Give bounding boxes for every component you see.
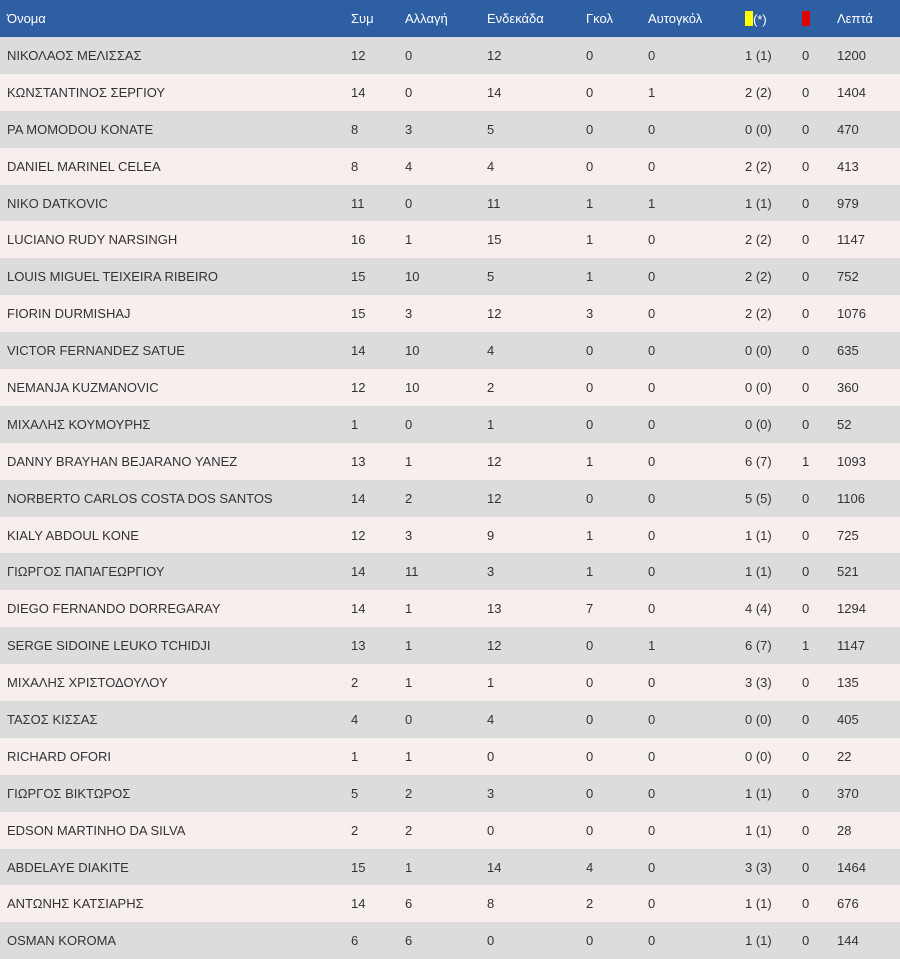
cell-red-cards: 0 bbox=[802, 859, 810, 875]
table-row bbox=[0, 812, 900, 849]
cell-sub: 0 bbox=[405, 195, 413, 211]
cell-minutes: 370 bbox=[837, 785, 859, 801]
cell-name[interactable]: ΑΝΤΩΝΗΣ ΚΑΤΣΙΑΡΗΣ bbox=[7, 896, 144, 912]
cell-apps: 13 bbox=[351, 453, 366, 469]
cell-own-goals: 0 bbox=[648, 490, 656, 506]
cell-name[interactable]: ΚΩΝΣΤΑΝΤΙΝΟΣ ΣΕΡΓΙΟΥ bbox=[7, 84, 166, 100]
cell-goals: 7 bbox=[586, 601, 594, 617]
cell-yellow-cards: 5 (5) bbox=[745, 490, 772, 506]
cell-goals: 1 bbox=[586, 269, 594, 285]
cell-goals: 0 bbox=[586, 785, 594, 801]
cell-red-cards: 0 bbox=[802, 232, 810, 248]
cell-sub: 2 bbox=[405, 785, 413, 801]
cell-red-cards: 0 bbox=[802, 675, 810, 691]
cell-starts: 0 bbox=[487, 822, 495, 838]
yellow-card-icon bbox=[745, 11, 753, 26]
cell-own-goals: 0 bbox=[648, 379, 656, 395]
cell-goals: 0 bbox=[586, 121, 594, 137]
cell-minutes: 1464 bbox=[837, 859, 866, 875]
cell-goals: 0 bbox=[586, 158, 594, 174]
cell-name[interactable]: ΓΙΩΡΓΟΣ ΒΙΚΤΩΡΟΣ bbox=[7, 785, 131, 801]
cell-minutes: 752 bbox=[837, 269, 859, 285]
cell-starts: 1 bbox=[487, 675, 495, 691]
table-row bbox=[0, 480, 900, 517]
cell-minutes: 360 bbox=[837, 379, 859, 395]
cell-red-cards: 0 bbox=[802, 306, 810, 322]
cell-red-cards: 1 bbox=[802, 638, 810, 654]
cell-red-cards: 0 bbox=[802, 527, 810, 543]
table-body bbox=[0, 37, 900, 959]
cell-own-goals: 0 bbox=[648, 306, 656, 322]
header-sub[interactable]: Αλλαγή bbox=[405, 11, 448, 26]
cell-name[interactable]: SERGE SIDOINE LEUKO TCHIDJI bbox=[7, 638, 211, 654]
cell-apps: 14 bbox=[351, 84, 366, 100]
cell-sub: 2 bbox=[405, 490, 413, 506]
cell-yellow-cards: 1 (1) bbox=[745, 564, 772, 580]
cell-own-goals: 0 bbox=[648, 785, 656, 801]
cell-starts: 3 bbox=[487, 785, 495, 801]
cell-apps: 14 bbox=[351, 343, 366, 359]
cell-minutes: 413 bbox=[837, 158, 859, 174]
cell-apps: 13 bbox=[351, 638, 366, 654]
cell-red-cards: 0 bbox=[802, 269, 810, 285]
cell-yellow-cards: 1 (1) bbox=[745, 527, 772, 543]
cell-own-goals: 0 bbox=[648, 601, 656, 617]
cell-red-cards: 0 bbox=[802, 601, 810, 617]
cell-minutes: 22 bbox=[837, 748, 852, 764]
cell-yellow-cards: 1 (1) bbox=[745, 896, 772, 912]
cell-starts: 0 bbox=[487, 748, 495, 764]
cell-minutes: 1294 bbox=[837, 601, 866, 617]
cell-yellow-cards: 2 (2) bbox=[745, 306, 772, 322]
cell-apps: 8 bbox=[351, 121, 359, 137]
cell-goals: 0 bbox=[586, 675, 594, 691]
cell-starts: 5 bbox=[487, 121, 495, 137]
cell-red-cards: 0 bbox=[802, 933, 810, 949]
cell-red-cards: 0 bbox=[802, 822, 810, 838]
cell-apps: 14 bbox=[351, 564, 366, 580]
cell-red-cards: 1 bbox=[802, 453, 810, 469]
header-own-goals[interactable]: Αυτογκόλ bbox=[648, 11, 703, 26]
cell-goals: 0 bbox=[586, 711, 594, 727]
cell-red-cards: 0 bbox=[802, 47, 810, 63]
cell-sub: 1 bbox=[405, 601, 413, 617]
table-row bbox=[0, 738, 900, 775]
cell-own-goals: 1 bbox=[648, 84, 656, 100]
cell-minutes: 979 bbox=[837, 195, 859, 211]
cell-goals: 1 bbox=[586, 527, 594, 543]
cell-starts: 9 bbox=[487, 527, 495, 543]
cell-minutes: 405 bbox=[837, 711, 859, 727]
cell-yellow-cards: 0 (0) bbox=[745, 711, 772, 727]
cell-apps: 1 bbox=[351, 748, 359, 764]
cell-sub: 1 bbox=[405, 638, 413, 654]
cell-apps: 12 bbox=[351, 47, 366, 63]
cell-sub: 3 bbox=[405, 121, 413, 137]
table-row bbox=[0, 553, 900, 590]
cell-sub: 6 bbox=[405, 896, 413, 912]
cell-apps: 14 bbox=[351, 490, 366, 506]
cell-red-cards: 0 bbox=[802, 564, 810, 580]
cell-goals: 1 bbox=[586, 195, 594, 211]
table-row bbox=[0, 369, 900, 406]
cell-sub: 2 bbox=[405, 822, 413, 838]
cell-sub: 0 bbox=[405, 711, 413, 727]
cell-own-goals: 0 bbox=[648, 933, 656, 949]
table-row bbox=[0, 111, 900, 148]
cell-starts: 12 bbox=[487, 490, 502, 506]
cell-yellow-cards: 2 (2) bbox=[745, 84, 772, 100]
cell-apps: 12 bbox=[351, 379, 366, 395]
cell-name[interactable]: NEMANJA KUZMANOVIC bbox=[7, 379, 159, 395]
cell-own-goals: 1 bbox=[648, 195, 656, 211]
table-row bbox=[0, 701, 900, 738]
cell-sub: 1 bbox=[405, 453, 413, 469]
cell-apps: 5 bbox=[351, 785, 359, 801]
cell-name[interactable]: DANNY BRAYHAN BEJARANO YANEZ bbox=[7, 453, 238, 469]
table-header-row bbox=[0, 0, 900, 37]
cell-apps: 1 bbox=[351, 416, 359, 432]
cell-yellow-cards: 0 (0) bbox=[745, 121, 772, 137]
cell-goals: 0 bbox=[586, 933, 594, 949]
table-row bbox=[0, 37, 900, 74]
cell-goals: 0 bbox=[586, 379, 594, 395]
cell-minutes: 521 bbox=[837, 564, 859, 580]
table-row bbox=[0, 627, 900, 664]
cell-minutes: 1106 bbox=[837, 490, 865, 506]
cell-sub: 10 bbox=[405, 343, 420, 359]
cell-starts: 2 bbox=[487, 379, 495, 395]
cell-sub: 1 bbox=[405, 675, 413, 691]
cell-yellow-cards: 3 (3) bbox=[745, 675, 772, 691]
cell-goals: 0 bbox=[586, 343, 594, 359]
header-yellow-suffix: (*) bbox=[753, 11, 767, 27]
cell-own-goals: 0 bbox=[648, 748, 656, 764]
cell-own-goals: 0 bbox=[648, 232, 656, 248]
cell-goals: 0 bbox=[586, 748, 594, 764]
cell-minutes: 1147 bbox=[837, 232, 865, 248]
cell-name[interactable]: EDSON MARTINHO DA SILVA bbox=[7, 822, 186, 838]
cell-apps: 2 bbox=[351, 822, 359, 838]
cell-name[interactable]: ΜΙΧΑΛΗΣ ΧΡΙΣΤΟΔΟΥΛΟΥ bbox=[7, 675, 168, 691]
table-row bbox=[0, 517, 900, 554]
table-row bbox=[0, 443, 900, 480]
table-row bbox=[0, 148, 900, 185]
cell-own-goals: 0 bbox=[648, 158, 656, 174]
cell-minutes: 1076 bbox=[837, 306, 866, 322]
cell-starts: 3 bbox=[487, 564, 495, 580]
cell-yellow-cards: 3 (3) bbox=[745, 859, 772, 875]
cell-red-cards: 0 bbox=[802, 158, 810, 174]
cell-red-cards: 0 bbox=[802, 343, 810, 359]
cell-sub: 6 bbox=[405, 933, 413, 949]
cell-minutes: 52 bbox=[837, 416, 852, 432]
cell-yellow-cards: 2 (2) bbox=[745, 158, 772, 174]
cell-goals: 3 bbox=[586, 306, 594, 322]
cell-apps: 12 bbox=[351, 527, 366, 543]
cell-name[interactable]: ΓΙΩΡΓΟΣ ΠΑΠΑΓΕΩΡΓΙΟΥ bbox=[7, 564, 165, 580]
cell-own-goals: 0 bbox=[648, 416, 656, 432]
cell-red-cards: 0 bbox=[802, 379, 810, 395]
cell-own-goals: 0 bbox=[648, 822, 656, 838]
cell-name[interactable]: NIKO DATKOVIC bbox=[7, 195, 108, 211]
table-row bbox=[0, 74, 900, 111]
cell-minutes: 1147 bbox=[837, 638, 865, 654]
cell-minutes: 144 bbox=[837, 933, 859, 949]
cell-sub: 3 bbox=[405, 306, 413, 322]
cell-yellow-cards: 2 (2) bbox=[745, 232, 772, 248]
cell-starts: 8 bbox=[487, 896, 495, 912]
cell-starts: 12 bbox=[487, 638, 502, 654]
cell-minutes: 1200 bbox=[837, 47, 866, 63]
table-row bbox=[0, 258, 900, 295]
cell-name[interactable]: DIEGO FERNANDO DORREGARAY bbox=[7, 601, 221, 617]
header-starts[interactable]: Ενδεκάδα bbox=[487, 11, 544, 26]
cell-name[interactable]: ΜΙΧΑΛΗΣ ΚΟΥΜΟΥΡΗΣ bbox=[7, 416, 151, 432]
cell-yellow-cards: 0 (0) bbox=[745, 416, 772, 432]
table-row bbox=[0, 406, 900, 443]
cell-starts: 4 bbox=[487, 343, 495, 359]
cell-apps: 6 bbox=[351, 933, 359, 949]
cell-minutes: 676 bbox=[837, 896, 859, 912]
cell-name[interactable]: KIALY ABDOUL KONE bbox=[7, 527, 139, 543]
cell-sub: 11 bbox=[405, 564, 419, 580]
cell-starts: 5 bbox=[487, 269, 495, 285]
cell-name[interactable]: LUCIANO RUDY NARSINGH bbox=[7, 232, 178, 248]
cell-apps: 15 bbox=[351, 306, 366, 322]
table-row bbox=[0, 590, 900, 627]
cell-starts: 1 bbox=[487, 416, 495, 432]
cell-goals: 0 bbox=[586, 84, 594, 100]
cell-apps: 14 bbox=[351, 601, 366, 617]
cell-sub: 0 bbox=[405, 47, 413, 63]
table-row bbox=[0, 332, 900, 369]
cell-minutes: 635 bbox=[837, 343, 859, 359]
cell-red-cards: 0 bbox=[802, 490, 810, 506]
cell-red-cards: 0 bbox=[802, 785, 810, 801]
cell-goals: 0 bbox=[586, 416, 594, 432]
cell-apps: 8 bbox=[351, 158, 359, 174]
cell-name[interactable]: VICTOR FERNANDEZ SATUE bbox=[7, 343, 185, 359]
table-row bbox=[0, 775, 900, 812]
cell-yellow-cards: 4 (4) bbox=[745, 601, 772, 617]
cell-name[interactable]: ABDELAYE DIAKITE bbox=[7, 859, 129, 875]
cell-goals: 0 bbox=[586, 822, 594, 838]
cell-minutes: 135 bbox=[837, 675, 859, 691]
cell-sub: 10 bbox=[405, 269, 420, 285]
cell-starts: 11 bbox=[487, 195, 501, 211]
cell-sub: 0 bbox=[405, 416, 413, 432]
cell-goals: 1 bbox=[586, 564, 594, 580]
cell-yellow-cards: 6 (7) bbox=[745, 638, 772, 654]
cell-starts: 12 bbox=[487, 47, 502, 63]
cell-minutes: 1093 bbox=[837, 453, 866, 469]
cell-apps: 2 bbox=[351, 675, 359, 691]
table-row bbox=[0, 185, 900, 222]
table-row bbox=[0, 664, 900, 701]
cell-red-cards: 0 bbox=[802, 84, 810, 100]
cell-minutes: 1404 bbox=[837, 84, 866, 100]
cell-own-goals: 0 bbox=[648, 121, 656, 137]
header-name[interactable]: Όνομα bbox=[7, 11, 46, 26]
cell-yellow-cards: 2 (2) bbox=[745, 269, 772, 285]
header-minutes[interactable]: Λεπτά bbox=[837, 11, 873, 26]
cell-yellow-cards: 1 (1) bbox=[745, 47, 772, 63]
cell-sub: 1 bbox=[405, 748, 413, 764]
cell-red-cards: 0 bbox=[802, 121, 810, 137]
cell-sub: 1 bbox=[405, 232, 413, 248]
cell-yellow-cards: 1 (1) bbox=[745, 822, 772, 838]
cell-sub: 0 bbox=[405, 84, 413, 100]
cell-name[interactable]: PA MOMODOU KONATE bbox=[7, 121, 154, 137]
header-yellow-cards[interactable] bbox=[745, 0, 802, 37]
cell-starts: 12 bbox=[487, 306, 502, 322]
cell-starts: 14 bbox=[487, 84, 502, 100]
cell-apps: 15 bbox=[351, 269, 366, 285]
cell-apps: 11 bbox=[351, 195, 365, 211]
cell-sub: 10 bbox=[405, 379, 420, 395]
cell-name[interactable]: ΝΙΚΟΛΑΟΣ ΜΕΛΙΣΣΑΣ bbox=[7, 47, 142, 63]
table-row bbox=[0, 221, 900, 258]
header-goals[interactable]: Γκολ bbox=[586, 11, 613, 26]
table-row bbox=[0, 885, 900, 922]
cell-red-cards: 0 bbox=[802, 748, 810, 764]
cell-own-goals: 0 bbox=[648, 859, 656, 875]
header-apps[interactable]: Συμ bbox=[351, 11, 374, 26]
cell-minutes: 28 bbox=[837, 822, 852, 838]
cell-apps: 4 bbox=[351, 711, 359, 727]
cell-yellow-cards: 1 (1) bbox=[745, 195, 772, 211]
cell-red-cards: 0 bbox=[802, 195, 810, 211]
cell-name[interactable]: DANIEL MARINEL CELEA bbox=[7, 158, 161, 174]
cell-yellow-cards: 0 (0) bbox=[745, 379, 772, 395]
cell-own-goals: 0 bbox=[648, 711, 656, 727]
red-card-icon bbox=[802, 11, 810, 26]
cell-own-goals: 0 bbox=[648, 527, 656, 543]
cell-sub: 3 bbox=[405, 527, 413, 543]
cell-starts: 14 bbox=[487, 859, 502, 875]
cell-own-goals: 0 bbox=[648, 675, 656, 691]
cell-own-goals: 0 bbox=[648, 343, 656, 359]
cell-red-cards: 0 bbox=[802, 416, 810, 432]
cell-starts: 15 bbox=[487, 232, 502, 248]
cell-goals: 1 bbox=[586, 232, 594, 248]
cell-apps: 16 bbox=[351, 232, 366, 248]
cell-goals: 0 bbox=[586, 638, 594, 654]
cell-red-cards: 0 bbox=[802, 711, 810, 727]
cell-name[interactable]: RICHARD OFORI bbox=[7, 748, 111, 764]
cell-sub: 4 bbox=[405, 158, 413, 174]
cell-yellow-cards: 0 (0) bbox=[745, 343, 772, 359]
table-row bbox=[0, 849, 900, 886]
table-row bbox=[0, 295, 900, 332]
cell-goals: 2 bbox=[586, 896, 594, 912]
cell-own-goals: 0 bbox=[648, 896, 656, 912]
cell-minutes: 725 bbox=[837, 527, 859, 543]
cell-starts: 4 bbox=[487, 711, 495, 727]
cell-name[interactable]: OSMAN KOROMA bbox=[7, 933, 117, 949]
cell-apps: 15 bbox=[351, 859, 366, 875]
cell-goals: 0 bbox=[586, 490, 594, 506]
header-red-cards[interactable] bbox=[802, 0, 837, 37]
cell-starts: 4 bbox=[487, 158, 495, 174]
cell-own-goals: 0 bbox=[648, 564, 656, 580]
cell-minutes: 470 bbox=[837, 121, 859, 137]
cell-goals: 4 bbox=[586, 859, 594, 875]
cell-yellow-cards: 6 (7) bbox=[745, 453, 772, 469]
cell-yellow-cards: 1 (1) bbox=[745, 933, 772, 949]
cell-yellow-cards: 1 (1) bbox=[745, 785, 772, 801]
cell-name[interactable]: NORBERTO CARLOS COSTA DOS SANTOS bbox=[7, 490, 273, 506]
cell-goals: 1 bbox=[586, 453, 594, 469]
cell-goals: 0 bbox=[586, 47, 594, 63]
cell-starts: 0 bbox=[487, 933, 495, 949]
cell-starts: 12 bbox=[487, 453, 502, 469]
cell-starts: 13 bbox=[487, 601, 502, 617]
cell-name[interactable]: LOUIS MIGUEL TEIXEIRA RIBEIRO bbox=[7, 269, 218, 285]
cell-yellow-cards: 0 (0) bbox=[745, 748, 772, 764]
cell-own-goals: 1 bbox=[648, 638, 656, 654]
cell-sub: 1 bbox=[405, 859, 413, 875]
cell-red-cards: 0 bbox=[802, 896, 810, 912]
cell-name[interactable]: FIORIN DURMISHAJ bbox=[7, 306, 131, 322]
cell-own-goals: 0 bbox=[648, 47, 656, 63]
cell-own-goals: 0 bbox=[648, 453, 656, 469]
cell-apps: 14 bbox=[351, 896, 366, 912]
cell-own-goals: 0 bbox=[648, 269, 656, 285]
cell-name[interactable]: ΤΑΣΟΣ ΚΙΣΣΑΣ bbox=[7, 711, 98, 727]
